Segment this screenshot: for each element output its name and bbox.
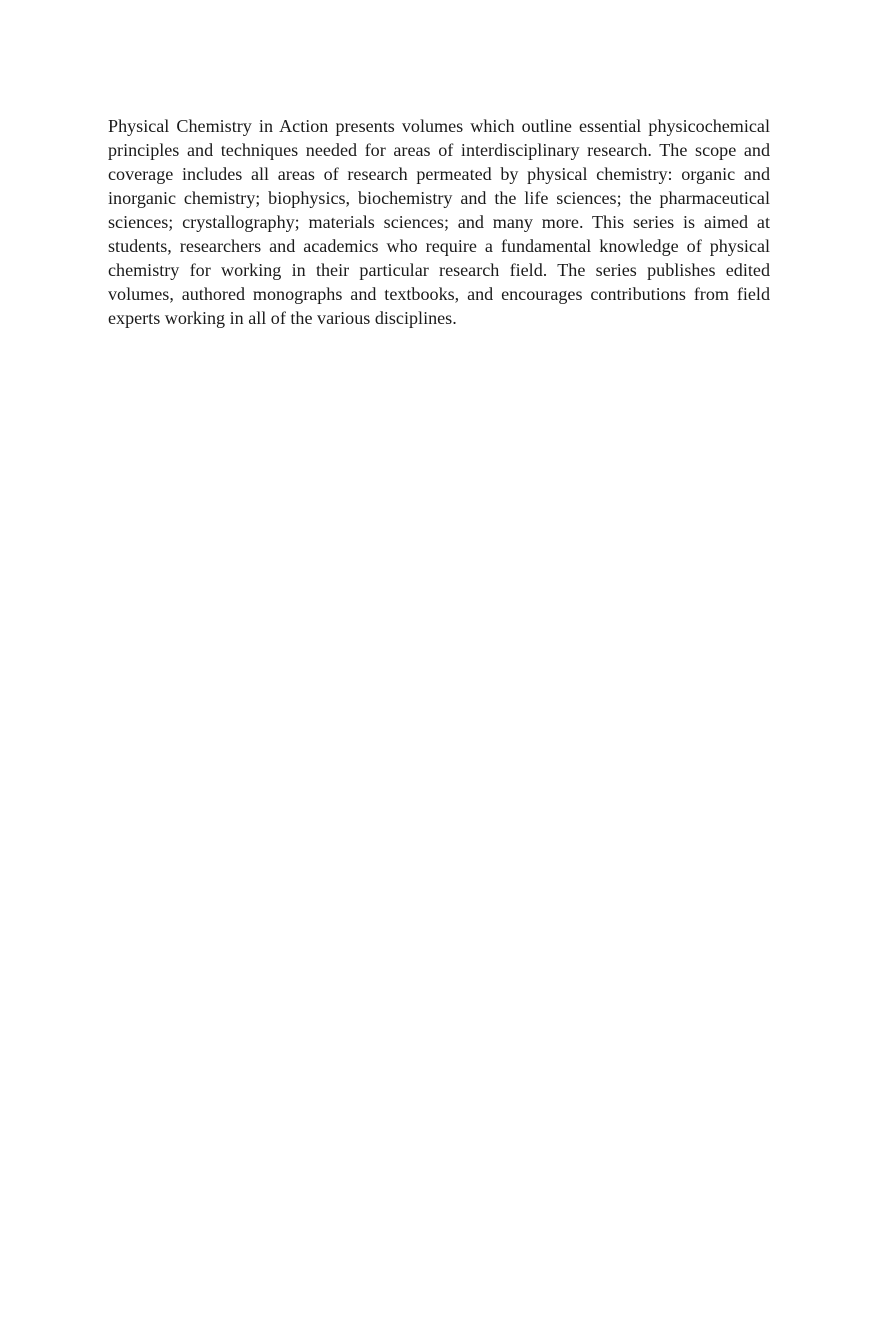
series-description-paragraph: Physical Chemistry in Action presents volumes which outline essential physicochemical principles and techniques needed for areas of interdisciplinary research. The scope and coverage includes all areas of research permeated by physical chemistry: organic and inorganic chemistry; biophysics, biochemistry and the life sciences; the pharmaceutical sciences; crystallography; materials sciences; and many more. This series is aimed at students, researchers and academics who require a fundamental knowledge of physical chemistry for working in their particular research field. The series publishes edited volumes, authored monographs and textbooks, and encourages contributions from field experts working in all of the various disciplines. [108, 116, 770, 328]
